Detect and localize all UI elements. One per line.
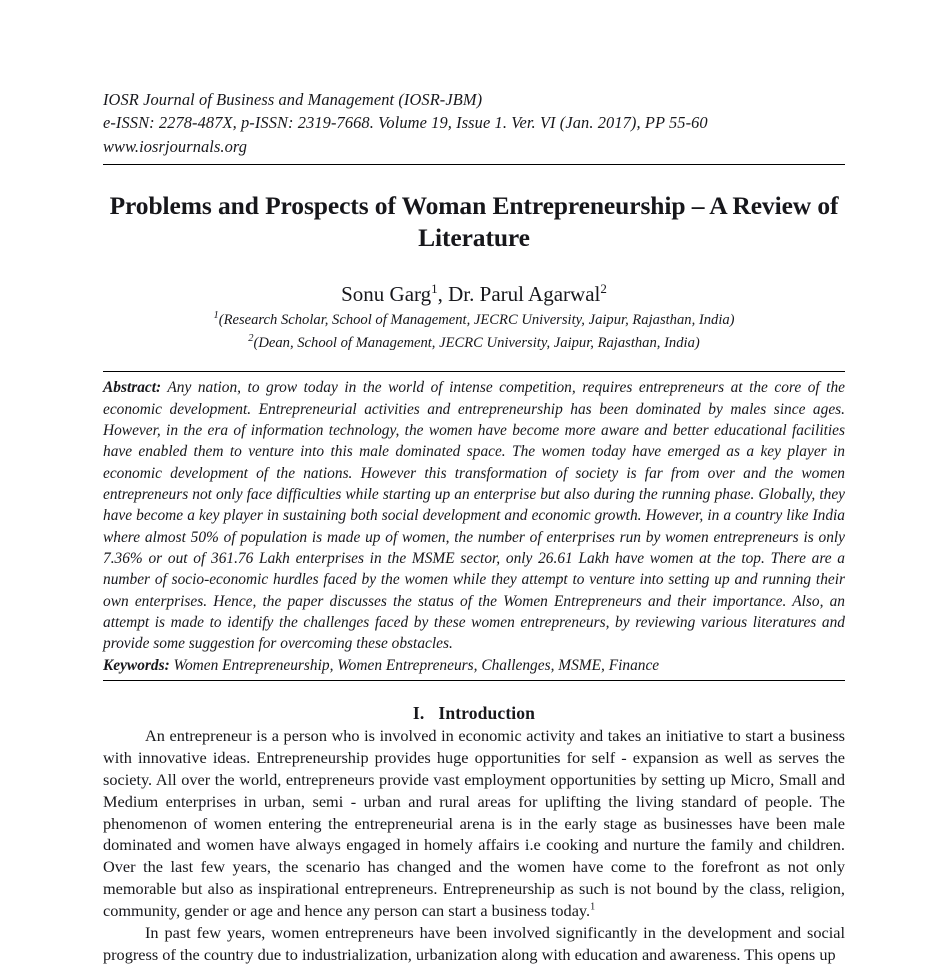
affiliation-1 (103, 309, 845, 330)
footnote-marker-1: 1 (590, 901, 596, 913)
journal-name: IOSR Journal of Business and Management (IOSR-JBM) (103, 90, 483, 109)
journal-issn-volume: e-ISSN: 2278-487X, p-ISSN: 2319-7668. Volume 19, Issue 1. Ver. VI (Jan. 2017), PP 55-60 (103, 113, 708, 133)
abstract-block (103, 371, 845, 681)
author-separator: , (437, 282, 449, 307)
intro-paragraph-1-text: An entrepreneur is a person who is involved in economic activity and takes an initiative to start a business with innovative ideas. Entrepreneurship provides huge opportunities for self - expansion as well as serves the society. All over the world, entrepreneurs provide vast employment opportunities by setting up Micro, Small and Medium enterprises in urban, semi - urban and rural areas for uplifting the living standard of people. The phenomenon of women entering the entrepreneurial arena is in the early stage as businesses have been male dominated and women have always engaged in homely affairs i.e cooking and nurture the family and children. Over the last few years, the scenario has changed and the women have come to the forefront as not only memorable but also as inspirational entrepreneurs. Entrepreneurship as such is not bound by the class, religion, community, gender or age and hence any person can start a business today. (103, 725, 845, 921)
abstract-divider-top (103, 371, 845, 372)
affiliation-text-2: (Dean, School of Management, JECRC University, Jaipur, Rajasthan, India) (253, 335, 700, 352)
section-numeral: I. (412, 702, 425, 723)
author-marker-1: 1 (431, 281, 438, 297)
abstract-label: Abstract: (103, 379, 162, 397)
page-title: Problems and Prospects of Woman Entrepreneurship – A Review of Literature (109, 190, 839, 253)
author-name-2: Dr. Parul Agarwal (448, 282, 601, 307)
journal-header (103, 88, 845, 158)
page-content (103, 0, 845, 966)
affiliation-2 (103, 332, 845, 353)
journal-website: www.iosrjournals.org (103, 136, 248, 156)
keywords-label: Keywords: (103, 656, 170, 674)
keywords-line (103, 655, 845, 676)
section-heading-introduction (103, 703, 845, 724)
affiliation-marker-1: 1 (213, 310, 219, 322)
intro-paragraph-2-text: In past few years, women entrepreneurs have been involved significantly in the development and social progress of the country due to industrialization, urbanization along with education and awareness. This opens up (103, 923, 845, 964)
intro-paragraph-2 (103, 922, 845, 966)
intro-paragraph-1 (103, 725, 845, 922)
author-list (103, 281, 845, 307)
abstract-paragraph (103, 377, 845, 654)
author-name-1: Sonu Garg (341, 282, 432, 307)
affiliation-text-1: (Research Scholar, School of Management, JECRC University, Jaipur, Rajasthan, India) (218, 312, 735, 329)
author-marker-2: 2 (600, 281, 607, 297)
abstract-body: Any nation, to grow today in the world of intense competition, requires entrepreneurs at the core of the economic development. Entrepreneurial activities and entrepreneurship has been dominated by males since ages. However, in the era of information technology, the women have become more aware and better educational facilities have enabled them to venture into this male dominated space. The women today have emerged as a key player in economic development of the nations. However this transformation of society is far from over and the women entrepreneurs not only face difficulties while starting up an enterprise but also during the running phase. Globally, they have become a key player in sustaining both social development and economic growth. However, in a country like India where almost 50% of population is made up of women, the number of enterprises run by women entrepreneurs is only 7.36% or out of 361.76 Lakh enterprises in the MSME sector, only 26.61 Lakh have women at the top. There are a number of socio-economic hurdles faced by the women while they attempt to venture into setting up and running their own enterprises. Hence, the paper discusses the status of the Women Entrepreneurs and their importance. Also, an attempt is made to identify the challenges faced by these women entrepreneurs, by reviewing various literatures and provide some suggestion for overcoming these obstacles. (103, 379, 845, 653)
section-title: Introduction (438, 702, 536, 723)
header-divider (103, 164, 845, 165)
abstract-divider-bottom (103, 680, 845, 681)
keywords-value: Women Entrepreneurship, Women Entrepreneurs, Challenges, MSME, Finance (169, 656, 660, 674)
affiliation-marker-2: 2 (248, 333, 254, 345)
